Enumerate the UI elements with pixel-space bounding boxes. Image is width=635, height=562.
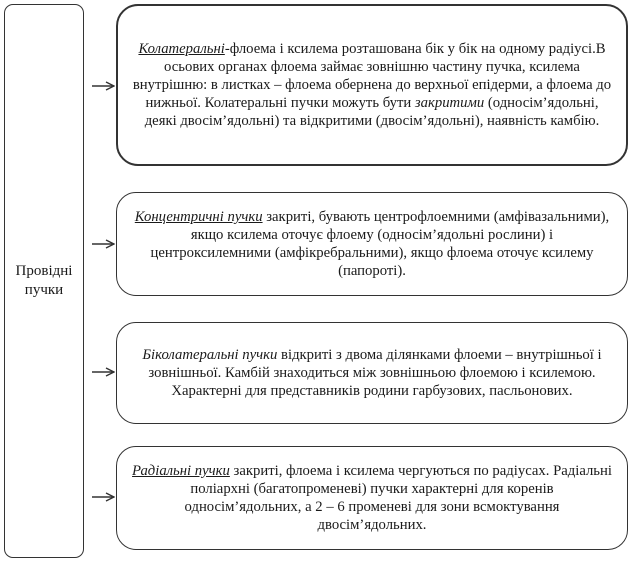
radial-term: Радіальні пучки xyxy=(132,463,230,479)
collateral-closed-term: закритими xyxy=(414,95,485,111)
collateral-bundle-text xyxy=(132,40,612,130)
bicollateral-term: Біколатеральні пучки xyxy=(142,347,278,363)
radial-bundle-box xyxy=(116,446,628,550)
collateral-description: -флоема і ксилема розташована бік у бік на одному радіусі.В осьових органах флоема займає зовнішню частину пучка, ксилема внутрішню: в листках – флоема обернена до верхньої епідерми, а флоема до нижньої. Колатеральні пучки можуть бути xyxy=(132,41,612,111)
root-node-label: Провідні пучки xyxy=(15,263,73,298)
bicollateral-description: відкриті з двома ділянками флоеми – внутрішньої і зовнішньої. Камбій знаходиться між зовнішньою флоемою і ксилемою. Характерні для представників родини гарбузових, пасльонових. xyxy=(148,347,602,399)
radial-description: закриті, флоема і ксилема чергуються по радіусах. Радіальні поліархні (багатопроменеві) пучки характерні для коренів односім’ядольних, а 2 – 6 променеві для зони всмоктування двосім’ядольних. xyxy=(184,463,612,533)
bicollateral-bundle-box xyxy=(116,322,628,424)
concentric-bundle-box xyxy=(116,192,628,296)
collateral-term: Колатеральні xyxy=(138,41,225,57)
concentric-term: Концентричні пучки xyxy=(134,209,263,225)
collateral-description-end: (односім’ядольні, деякі двосім’ядольні) та відкритими (двосім’ядольні), наявність камбію. xyxy=(144,95,600,129)
concentric-bundle-text xyxy=(131,208,613,280)
concentric-description: закриті, бувають центрофлоемними (амфівазальними), якщо ксилема оточує флоему (односім’ядольні рослини) і центроксилемними (амфікребральними), якщо флоема оточує ксилему (папороті). xyxy=(150,209,610,279)
bicollateral-bundle-text xyxy=(131,346,613,400)
collateral-bundle-box xyxy=(116,4,628,166)
radial-bundle-text xyxy=(131,462,613,534)
